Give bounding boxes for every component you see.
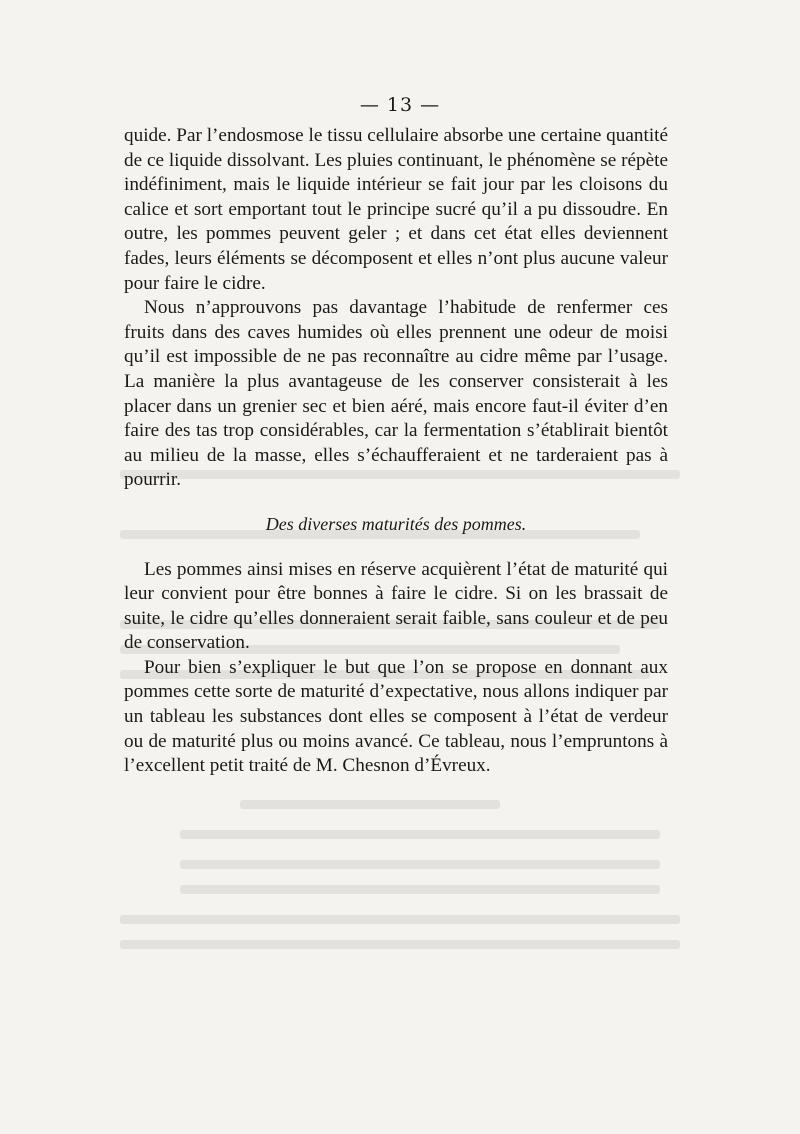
body-text <box>124 124 668 779</box>
page-number: — 13 — <box>359 94 441 116</box>
paragraph: quide. Par l’endosmose le tissu cellulaire absorbe une certaine quantité de ce liquide dissolvant. Les pluies continuant, le phénomène se répète indéfiniment, mais le liquide intérieur se fait jour par les cloisons du calice et sort emportant tout le principe sucré qu’il a pu dissoudre. En outre, les pommes peuvent geler ; et dans cet état elles deviennent fades, leurs éléments se décomposent et elles n’ont plus aucune valeur pour faire le cidre. <box>124 125 668 294</box>
section-heading: Des diverses maturités des pommes. <box>265 513 527 534</box>
paragraph: Pour bien s’expliquer le but que l’on se propose en donnant aux pommes cette sorte de maturité d’expectative, nous allons indiquer par un tableau les substances dont elles se composent à l’état de verdeur ou de maturité plus ou moins avancé. Ce tableau, nous l’empruntons à l’excellent petit traité de M. Chesnon d’Évreux. <box>124 656 668 777</box>
paragraph: Nous n’approuvons pas davantage l’habitude de renfermer ces fruits dans des caves humides où elles prennent une odeur de moisi qu’il est impossible de ne pas reconnaître au cidre même par l’usage. La manière la plus avantageuse de les conserver consisterait à les placer dans un grenier sec et bien aéré, mais encore faut-il éviter d’en faire des tas trop considérables, car la fermentation s’établirait bientôt au milieu de la masse, elles s’échaufferaient et ne tarderaient pas à pourrir. <box>124 297 668 491</box>
paragraph: Les pommes ainsi mises en réserve acquièrent l’état de maturité qui leur convient pour être bonnes à faire le cidre. Si on les brassait de suite, le cidre qu’elles donneraient serait faible, sans couleur et de peu de conservation. <box>124 558 668 654</box>
